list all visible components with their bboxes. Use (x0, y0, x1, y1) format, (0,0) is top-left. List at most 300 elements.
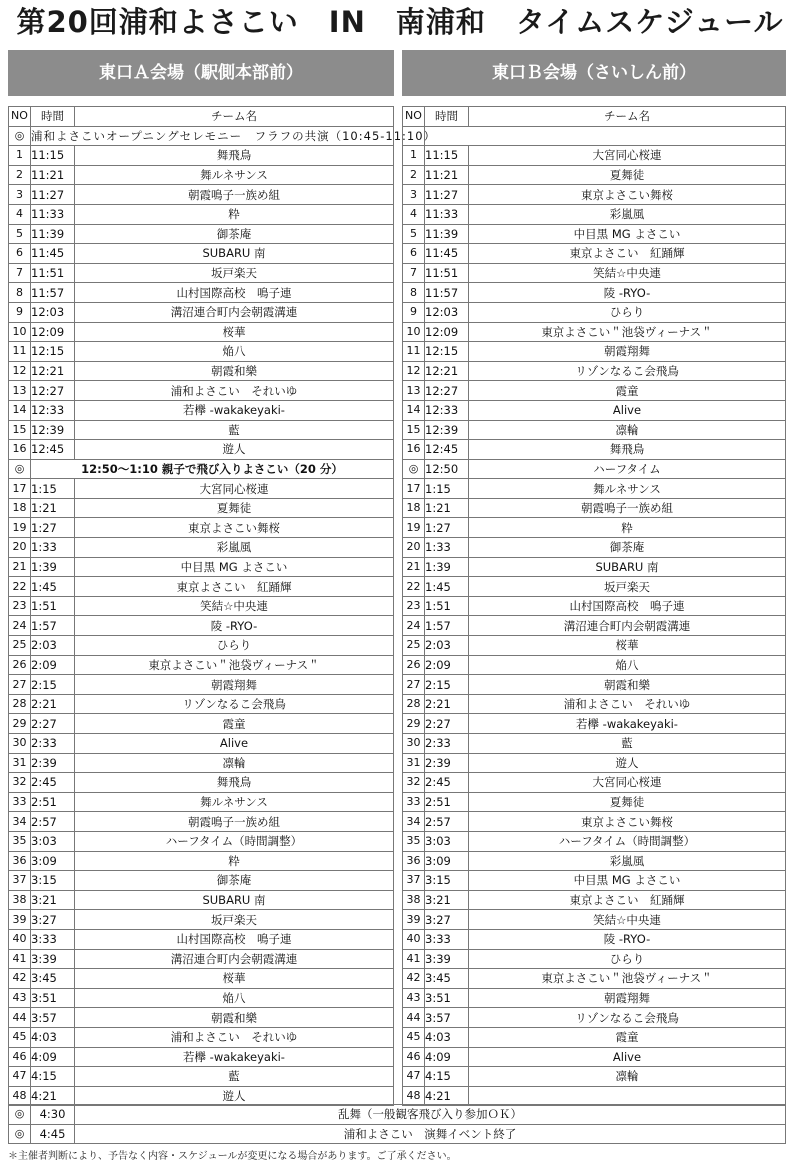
row-team-name: 朝霞鳴子一族め組 (75, 185, 394, 205)
schedule-row (403, 969, 786, 989)
row-number: 21 (403, 557, 425, 577)
row-time: 1:27 (31, 518, 75, 538)
row-team-name: 藍 (75, 1067, 394, 1087)
schedule-row (9, 1027, 394, 1047)
row-number: 46 (403, 1047, 425, 1067)
row-team-name: 笑結☆中央連 (469, 263, 786, 283)
schedule-row (403, 420, 786, 440)
row-number: 14 (9, 400, 31, 420)
row-time: 4:09 (31, 1047, 75, 1067)
row-time: 11:15 (425, 146, 469, 166)
schedule-row (403, 636, 786, 656)
schedule-row (9, 773, 394, 793)
row-team-name: 坂戸楽天 (75, 263, 394, 283)
row-number: 38 (9, 890, 31, 910)
schedule-row (9, 675, 394, 695)
row-time: 12:39 (425, 420, 469, 440)
row-number: 19 (403, 518, 425, 538)
row-time: 2:57 (425, 812, 469, 832)
schedule-row (403, 851, 786, 871)
schedule-row (403, 753, 786, 773)
row-team-name: 舞飛鳥 (75, 773, 394, 793)
schedule-row (403, 165, 786, 185)
row-number: 31 (403, 753, 425, 773)
row-number: 24 (403, 616, 425, 636)
row-time: 11:57 (31, 283, 75, 303)
schedule-row (9, 812, 394, 832)
schedule-row (9, 714, 394, 734)
row-number: 23 (9, 596, 31, 616)
row-number: 25 (9, 636, 31, 656)
schedule-row (403, 694, 786, 714)
column-header-time: 時間 (425, 107, 469, 127)
finale-mark: ◎ (9, 1105, 31, 1125)
row-number: 2 (403, 165, 425, 185)
row-number: 5 (403, 224, 425, 244)
row-team-name: 大宮同心桜連 (469, 773, 786, 793)
schedule-row (9, 440, 394, 460)
row-time: 4:15 (31, 1067, 75, 1087)
row-number: 35 (9, 831, 31, 851)
row-team-name: 溝沼連合町内会朝霞溝連 (75, 949, 394, 969)
schedule-row (403, 655, 786, 675)
row-team-name: 彩嵐風 (469, 851, 786, 871)
row-time: 11:45 (425, 244, 469, 264)
schedule-row (9, 342, 394, 362)
row-time: 3:27 (31, 910, 75, 930)
schedule-row (403, 871, 786, 891)
schedule-row (403, 146, 786, 166)
row-number: 8 (403, 283, 425, 303)
row-time: 2:45 (425, 773, 469, 793)
row-team-name: 朝霞翔舞 (469, 988, 786, 1008)
row-team-name: 東京よさこい舞桜 (469, 812, 786, 832)
row-number: 38 (403, 890, 425, 910)
row-number: 17 (403, 479, 425, 499)
row-team-name: 御茶庵 (469, 538, 786, 558)
schedule-row (9, 204, 394, 224)
row-number: 18 (9, 498, 31, 518)
row-number: 3 (403, 185, 425, 205)
row-number: 17 (9, 479, 31, 499)
row-number: 4 (9, 204, 31, 224)
row-time: 12:21 (425, 361, 469, 381)
row-team-name: 若欅 -wakakeyaki- (469, 714, 786, 734)
row-time: 12:21 (31, 361, 75, 381)
opening-row-continued (403, 126, 786, 146)
schedule-row (9, 694, 394, 714)
row-time: 11:33 (425, 204, 469, 224)
row-team-name: 朝霞翔舞 (75, 675, 394, 695)
row-team-name: 陵 -RYO- (469, 283, 786, 303)
row-number: 41 (9, 949, 31, 969)
row-number: 6 (403, 244, 425, 264)
row-number: 37 (9, 871, 31, 891)
row-team-name: リゾンなるこ会飛鳥 (75, 694, 394, 714)
row-team-name: 溝沼連合町内会朝霞溝連 (75, 302, 394, 322)
row-team-name: 東京よさこい 紅踊輝 (75, 577, 394, 597)
schedule-row (9, 263, 394, 283)
row-number: 20 (403, 538, 425, 558)
row-team-name: 夏舞徒 (75, 498, 394, 518)
schedule-row (403, 792, 786, 812)
row-time: 1:21 (31, 498, 75, 518)
column-header-team: チーム名 (469, 107, 786, 127)
schedule-row (403, 734, 786, 754)
row-time: 12:09 (31, 322, 75, 342)
row-team-name: 遊人 (469, 753, 786, 773)
row-time: 3:21 (425, 890, 469, 910)
schedule-row (403, 244, 786, 264)
row-time: 11:21 (31, 165, 75, 185)
row-number: 33 (403, 792, 425, 812)
row-number: 20 (9, 538, 31, 558)
row-team-name: 坂戸楽天 (469, 577, 786, 597)
row-time: 3:39 (425, 949, 469, 969)
row-time: 12:15 (31, 342, 75, 362)
row-team-name: 浦和よさこい それいゆ (75, 1027, 394, 1047)
schedule-row (403, 675, 786, 695)
row-team-name: 霞童 (75, 714, 394, 734)
schedule-row (403, 577, 786, 597)
finale-time: 4:30 (31, 1105, 75, 1125)
schedule-row (403, 1067, 786, 1087)
row-number: 47 (9, 1067, 31, 1087)
row-team-name: 山村国際高校 鳴子連 (75, 283, 394, 303)
row-number: 48 (403, 1086, 425, 1106)
row-time: 11:39 (31, 224, 75, 244)
row-time: 3:27 (425, 910, 469, 930)
row-time: 3:15 (425, 871, 469, 891)
row-team-name: 舞ルネサンス (75, 165, 394, 185)
column-header-time: 時間 (31, 107, 75, 127)
row-number: 33 (9, 792, 31, 812)
row-time: 3:03 (31, 831, 75, 851)
row-team-name: 彩嵐風 (469, 204, 786, 224)
row-team-name: 坂戸楽天 (75, 910, 394, 930)
row-time: 3:15 (31, 871, 75, 891)
venue-b-header: 東口Ｂ会場（さいしん前） (402, 50, 786, 96)
opening-mark: ◎ (9, 126, 31, 146)
break-text: 12:50～1:10 親子で飛び入りよさこい（20 分） (31, 459, 394, 479)
row-number: 10 (403, 322, 425, 342)
row-number: 1 (403, 146, 425, 166)
row-team-name: ひらり (469, 302, 786, 322)
finale-row (9, 1124, 786, 1144)
row-number: 23 (403, 596, 425, 616)
row-number: 45 (9, 1027, 31, 1047)
row-team-name: ハーフタイム（時間調整） (469, 831, 786, 851)
row-team-name: 陵 -RYO- (75, 616, 394, 636)
row-time: 2:09 (425, 655, 469, 675)
row-time: 12:33 (31, 400, 75, 420)
row-team-name: 遊人 (75, 1086, 394, 1106)
row-time: 3:45 (425, 969, 469, 989)
row-number: 3 (9, 185, 31, 205)
schedule-row (403, 538, 786, 558)
row-number: 24 (9, 616, 31, 636)
schedule-row (403, 361, 786, 381)
row-number: 40 (9, 929, 31, 949)
schedule-row (403, 342, 786, 362)
row-number: 9 (403, 302, 425, 322)
row-number: 42 (9, 969, 31, 989)
row-time: 1:21 (425, 498, 469, 518)
row-team-name: 東京よさこい 紅踊輝 (469, 890, 786, 910)
schedule-row (403, 557, 786, 577)
schedule-row (403, 596, 786, 616)
row-team-name: 舞飛鳥 (75, 146, 394, 166)
row-time: 1:57 (425, 616, 469, 636)
row-time: 11:57 (425, 283, 469, 303)
schedule-row (9, 596, 394, 616)
row-number: 34 (403, 812, 425, 832)
row-number: 15 (403, 420, 425, 440)
row-number: 34 (9, 812, 31, 832)
schedule-row (403, 381, 786, 401)
row-number: 4 (403, 204, 425, 224)
row-time: 1:45 (31, 577, 75, 597)
row-time: 2:39 (31, 753, 75, 773)
row-time: 2:39 (425, 753, 469, 773)
row-time: 11:39 (425, 224, 469, 244)
row-number: 36 (9, 851, 31, 871)
finale-table (8, 1104, 786, 1144)
row-team-name: 若欅 -wakakeyaki- (75, 400, 394, 420)
row-time: 2:27 (425, 714, 469, 734)
row-team-name: 朝霞翔舞 (469, 342, 786, 362)
row-time: 2:21 (31, 694, 75, 714)
schedule-row (9, 655, 394, 675)
row-time: 11:21 (425, 165, 469, 185)
row-time: 12:27 (31, 381, 75, 401)
schedule-row (403, 714, 786, 734)
row-time: 2:03 (425, 636, 469, 656)
schedule-row (403, 263, 786, 283)
row-team-name: 御茶庵 (75, 224, 394, 244)
row-team-name: 桜華 (469, 636, 786, 656)
row-number: 27 (9, 675, 31, 695)
schedule-row (403, 224, 786, 244)
row-team-name: 中目黒 MG よさこい (469, 224, 786, 244)
row-number: 1 (9, 146, 31, 166)
schedule-row (403, 1086, 786, 1106)
row-team-name: 浦和よさこい それいゆ (469, 694, 786, 714)
row-number: 10 (9, 322, 31, 342)
row-time: 3:51 (425, 988, 469, 1008)
row-number: 9 (9, 302, 31, 322)
break-mark: ◎ (9, 459, 31, 479)
row-number: 30 (9, 734, 31, 754)
row-team-name: 東京よさこい＂池袋ヴィーナス＂ (469, 969, 786, 989)
schedule-row (9, 831, 394, 851)
row-team-name: 東京よさこい＂池袋ヴィーナス＂ (75, 655, 394, 675)
row-number: 26 (9, 655, 31, 675)
schedule-row (9, 988, 394, 1008)
break-row (403, 459, 786, 479)
break-text: ハーフタイム (469, 459, 786, 479)
schedule-row (9, 361, 394, 381)
schedule-row (9, 1047, 394, 1067)
row-team-name: 大宮同心桜連 (469, 146, 786, 166)
schedule-row (9, 792, 394, 812)
finale-text: 浦和よさこい 演舞イベント終了 (75, 1124, 786, 1144)
schedule-row (9, 146, 394, 166)
row-team-name: 粋 (75, 204, 394, 224)
schedule-row (9, 518, 394, 538)
row-number: 16 (403, 440, 425, 460)
row-team-name (469, 1086, 786, 1106)
row-team-name: 焔八 (75, 342, 394, 362)
row-team-name: ひらり (75, 636, 394, 656)
row-team-name: 霞童 (469, 1027, 786, 1047)
schedule-row (403, 204, 786, 224)
schedule-row (9, 283, 394, 303)
row-time: 12:03 (31, 302, 75, 322)
row-team-name: 東京よさこい舞桜 (75, 518, 394, 538)
row-team-name: 舞ルネサンス (75, 792, 394, 812)
row-time: 3:09 (31, 851, 75, 871)
row-team-name: SUBARU 南 (75, 244, 394, 264)
row-time: 1:33 (425, 538, 469, 558)
row-team-name: 夏舞徒 (469, 792, 786, 812)
schedule-row (403, 518, 786, 538)
row-team-name: 凛輪 (75, 753, 394, 773)
row-number: 40 (403, 929, 425, 949)
schedule-row (403, 812, 786, 832)
row-time: 1:51 (425, 596, 469, 616)
row-team-name: 大宮同心桜連 (75, 479, 394, 499)
row-team-name: Alive (469, 400, 786, 420)
row-team-name: 桜華 (75, 322, 394, 342)
row-team-name: 山村国際高校 鳴子連 (75, 929, 394, 949)
row-time: 3:33 (425, 929, 469, 949)
schedule-row (9, 1067, 394, 1087)
row-time: 4:21 (31, 1086, 75, 1106)
row-time: 3:33 (31, 929, 75, 949)
row-team-name: 藍 (469, 734, 786, 754)
row-team-name: 舞飛鳥 (469, 440, 786, 460)
schedule-row (403, 910, 786, 930)
row-time: 3:45 (31, 969, 75, 989)
row-time: 11:51 (425, 263, 469, 283)
schedule-row (9, 910, 394, 930)
row-team-name: 桜華 (75, 969, 394, 989)
row-team-name: Alive (75, 734, 394, 754)
row-time: 4:03 (425, 1027, 469, 1047)
row-number: 39 (9, 910, 31, 930)
row-number: 22 (403, 577, 425, 597)
schedule-row (403, 929, 786, 949)
row-time: 1:15 (425, 479, 469, 499)
schedule-row (9, 381, 394, 401)
row-time: 2:45 (31, 773, 75, 793)
row-time: 2:57 (31, 812, 75, 832)
row-number: 39 (403, 910, 425, 930)
finale-row (9, 1105, 786, 1125)
row-number: 44 (403, 1008, 425, 1028)
table-header-row (403, 107, 786, 127)
row-number: 6 (9, 244, 31, 264)
finale-text: 乱舞（一般観客飛び入り参加ＯＫ） (75, 1105, 786, 1125)
row-number: 15 (9, 420, 31, 440)
row-team-name: 朝霞和樂 (75, 1008, 394, 1028)
schedule-row (403, 773, 786, 793)
schedule-row (9, 890, 394, 910)
row-time: 1:15 (31, 479, 75, 499)
schedule-row (9, 1008, 394, 1028)
break-row (9, 459, 394, 479)
schedule-row (9, 636, 394, 656)
row-number: 2 (9, 165, 31, 185)
row-time: 2:15 (425, 675, 469, 695)
row-number: 43 (9, 988, 31, 1008)
column-header-no: NO (403, 107, 425, 127)
row-team-name: 東京よさこい舞桜 (469, 185, 786, 205)
venue-a-header: 東口Ａ会場（駅側本部前） (8, 50, 394, 96)
row-time: 1:27 (425, 518, 469, 538)
break-time: 12:50 (425, 459, 469, 479)
schedule-row (403, 322, 786, 342)
row-team-name: 浦和よさこい それいゆ (75, 381, 394, 401)
schedule-row (9, 498, 394, 518)
row-number: 19 (9, 518, 31, 538)
row-number: 12 (9, 361, 31, 381)
schedule-row (9, 224, 394, 244)
row-team-name: 笑結☆中央連 (469, 910, 786, 930)
row-number: 13 (9, 381, 31, 401)
row-number: 37 (403, 871, 425, 891)
opening-row (9, 126, 394, 146)
row-time: 12:09 (425, 322, 469, 342)
table-header-row (9, 107, 394, 127)
schedule-row (9, 400, 394, 420)
row-time: 11:45 (31, 244, 75, 264)
row-time: 2:33 (425, 734, 469, 754)
row-time: 2:15 (31, 675, 75, 695)
row-number: 29 (403, 714, 425, 734)
row-team-name: 中目黒 MG よさこい (469, 871, 786, 891)
row-time: 12:03 (425, 302, 469, 322)
schedule-row (403, 479, 786, 499)
row-time: 1:33 (31, 538, 75, 558)
row-team-name: 遊人 (75, 440, 394, 460)
row-time: 12:27 (425, 381, 469, 401)
row-number: 11 (403, 342, 425, 362)
row-number: 18 (403, 498, 425, 518)
row-number: 31 (9, 753, 31, 773)
schedule-row (403, 302, 786, 322)
schedule-row (403, 498, 786, 518)
row-number: 13 (403, 381, 425, 401)
row-time: 2:21 (425, 694, 469, 714)
row-time: 4:21 (425, 1086, 469, 1106)
row-team-name: 霞童 (469, 381, 786, 401)
row-team-name: 藍 (75, 420, 394, 440)
venue-b-schedule-table (402, 106, 786, 1106)
schedule-row (403, 283, 786, 303)
row-number: 32 (403, 773, 425, 793)
row-time: 12:15 (425, 342, 469, 362)
schedule-row (403, 1047, 786, 1067)
row-time: 1:39 (31, 557, 75, 577)
schedule-row (403, 1027, 786, 1047)
row-time: 2:09 (31, 655, 75, 675)
row-team-name: SUBARU 南 (75, 890, 394, 910)
row-team-name: 中目黒 MG よさこい (75, 557, 394, 577)
row-number: 28 (403, 694, 425, 714)
row-number: 5 (9, 224, 31, 244)
